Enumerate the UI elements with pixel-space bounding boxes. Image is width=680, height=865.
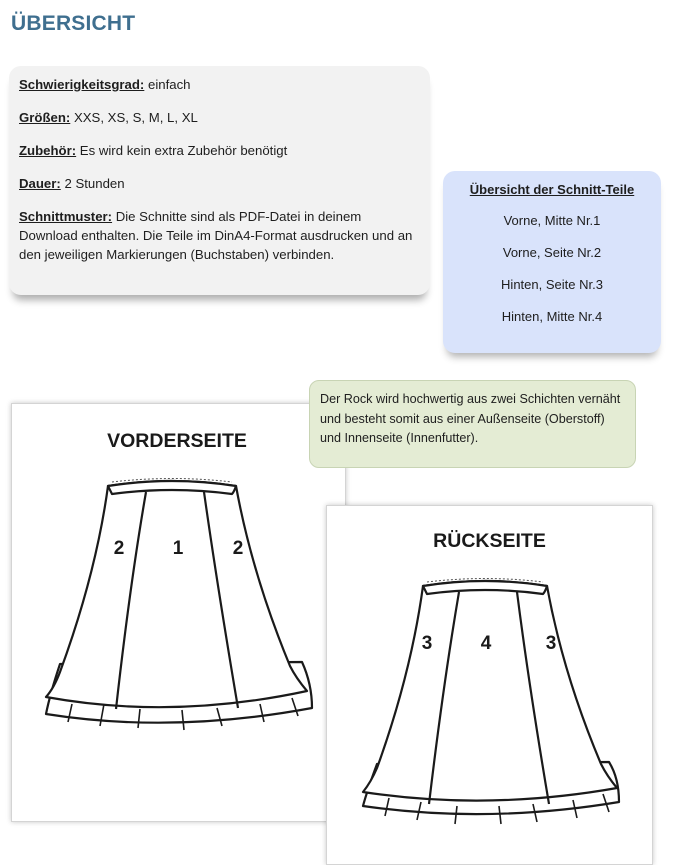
back-view-label: RÜCKSEITE [433,530,546,552]
duration-label: Dauer: [19,176,61,191]
sizes-row [19,108,420,127]
back-center-number: 4 [480,633,492,654]
parts-item: Vorne, Seite Nr.2 [502,245,602,260]
pattern-label: Schnittmuster: [19,209,113,224]
back-skirt-illustration [327,506,652,864]
page-title: ÜBERSICHT [11,12,136,35]
accessories-row [19,141,420,160]
front-skirt-illustration [12,404,345,821]
front-view-panel [11,403,346,822]
duration-value: 2 Stunden [60,176,125,191]
pattern-parts-box [443,171,661,353]
difficulty-label: Schwierigkeitsgrad: [19,77,145,92]
note-box: Der Rock wird hochwertig aus zwei Schichten vernäht und besteht somit aus einer Außenseite (Oberstoff) und Innenseite (Innenfutter). [309,380,636,468]
front-center-number: 1 [172,538,184,559]
parts-item: Hinten, Seite Nr.3 [501,277,603,292]
pattern-value: Die Schnitte sind als PDF-Datei in deinem Download enthalten. Die Teile im DinA4-Format ausdrucken und an den jeweiligen Markierungen (Buchstaben) verbinden. [19,209,413,262]
parts-item: Hinten, Mitte Nr.4 [501,309,603,324]
front-side-number-right: 2 [232,538,244,559]
accessories-label: Zubehör: [19,143,77,158]
parts-title: Übersicht der Schnitt-Teile [469,182,635,197]
sizes-label: Größen: [19,110,71,125]
back-side-number-right: 3 [545,633,557,654]
front-side-number-left: 2 [113,538,125,559]
sizes-value: XXS, XS, S, M, L, XL [70,110,198,125]
pattern-row [19,207,420,264]
accessories-value: Es wird kein extra Zubehör benötigt [76,143,288,158]
overview-info-box [9,66,430,295]
parts-item: Vorne, Mitte Nr.1 [503,213,601,228]
back-side-number-left: 3 [421,633,433,654]
difficulty-row [19,75,420,94]
front-view-label: VORDERSEITE [107,430,247,452]
difficulty-value: einfach [144,77,191,92]
duration-row [19,174,420,193]
back-view-panel [326,505,653,865]
